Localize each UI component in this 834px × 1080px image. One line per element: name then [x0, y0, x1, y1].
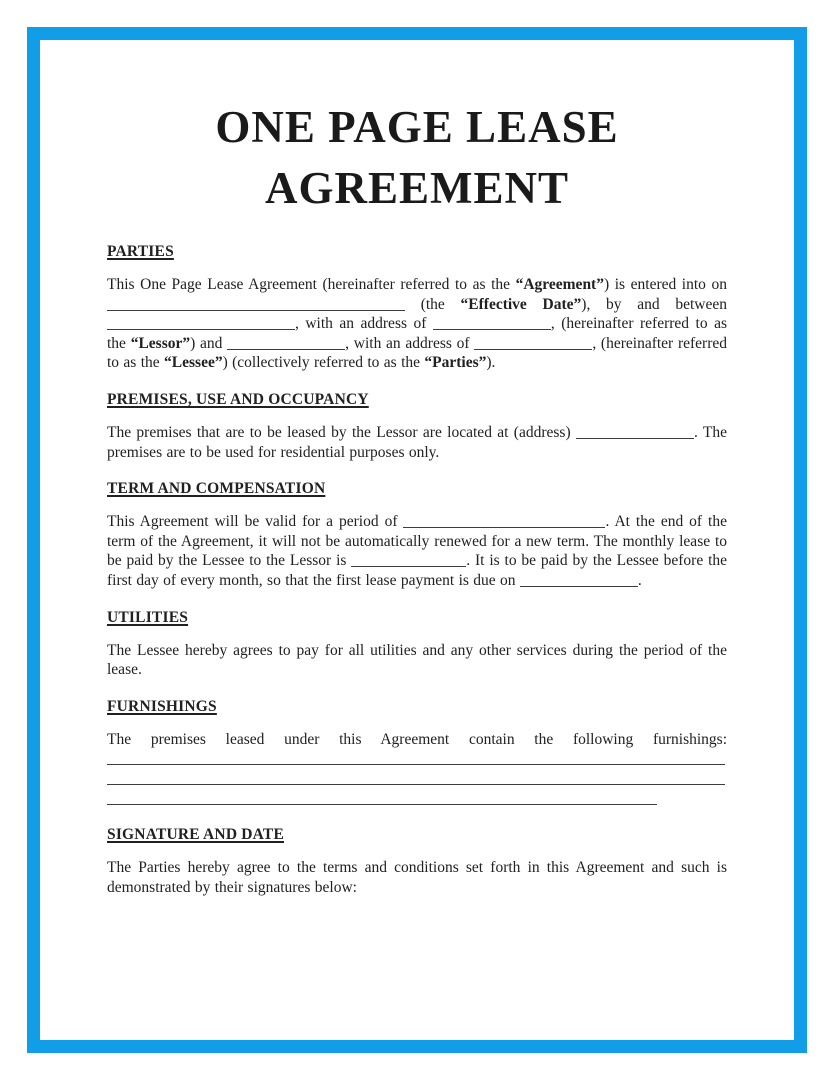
body-text: ), by and between: [581, 295, 727, 313]
body-text: This Agreement will be valid for a period of: [107, 513, 404, 531]
section-parties: [107, 243, 727, 373]
blank-fill-line: [351, 555, 466, 567]
section-premises-use-occupancy: [107, 391, 727, 462]
body-text: ) is entered into on: [603, 276, 727, 293]
body-text: The Lessee hereby agrees to pay for all utilities and any other services during the period of the lease.: [107, 641, 727, 679]
section-heading: PREMISES, USE AND OCCUPANCY: [107, 390, 369, 408]
document-title: [107, 97, 727, 219]
title-line-1: ONE PAGE LEASE: [215, 102, 619, 152]
paragraph: [107, 641, 727, 680]
section-signature-and-date: [107, 826, 727, 897]
paragraph: [107, 512, 727, 590]
paragraph: [107, 730, 727, 808]
blank-fill-line: [433, 318, 551, 330]
body-text: ) (collectively referred to as the: [222, 354, 425, 372]
body-text: (the: [405, 295, 461, 313]
blank-fill-line: [107, 318, 295, 330]
paragraph: [107, 858, 727, 897]
section-heading: UTILITIES: [107, 608, 189, 626]
body-text: This One Page Lease Agreement (hereinafter referred to as the: [107, 276, 516, 293]
body-text: The premises that are to be leased by the Lessor are located at (address): [107, 423, 576, 441]
blank-fill-line: [107, 773, 725, 785]
body-text: , with an address of: [295, 315, 433, 333]
blank-fill-line: [474, 338, 592, 350]
defined-term: “Lessor”: [130, 334, 191, 352]
body-text: .: [637, 571, 642, 589]
section-utilities: [107, 609, 727, 680]
section-heading: TERM AND COMPENSATION: [107, 480, 326, 498]
body-text: , (hereinafter referred to as the: [107, 315, 727, 352]
defined-term: “Effective Date”: [460, 295, 582, 313]
section-term-and-compensation: [107, 480, 727, 590]
blank-fill-line: [107, 753, 725, 765]
body-text: , with an address of: [345, 334, 475, 352]
document-content: [107, 0, 727, 897]
body-text: The premises leased under this Agreement contain the following furnishings:: [107, 730, 727, 748]
blank-fill-line: [227, 338, 345, 350]
defined-term: “Parties”: [424, 354, 487, 372]
defined-term: “Lessee”: [164, 354, 223, 372]
blank-fill-line: [403, 516, 605, 528]
section-heading: FURNISHINGS: [107, 697, 217, 715]
sections: [107, 243, 727, 897]
body-text: The Parties hereby agree to the terms and conditions set forth in this Agreement and such is demonstrated by their signatures below:: [107, 859, 727, 896]
body-text: . At the end of the term of the Agreement, it will not be automatically renewed for a new term. The monthly lease to be paid by the Lessee to the Lessor is: [107, 513, 727, 570]
section-heading: SIGNATURE AND DATE: [107, 826, 284, 844]
body-text: , (hereinafter referred to as the: [107, 334, 727, 372]
blank-fill-line: [107, 299, 405, 311]
blank-fill-line: [107, 793, 657, 805]
body-text: ).: [486, 354, 496, 372]
blank-fill-line: [576, 427, 694, 439]
section-heading: PARTIES: [107, 243, 174, 260]
paragraph: [107, 423, 727, 462]
defined-term: “Agreement”: [515, 276, 604, 293]
paragraph: [107, 275, 727, 373]
body-text: . The premises are to be used for residential purposes only.: [107, 423, 727, 461]
blank-fill-line: [520, 575, 638, 587]
body-text: . It is to be paid by the Lessee before the first day of every month, so that the first lease payment is due on: [107, 552, 728, 589]
section-furnishings: [107, 698, 727, 808]
title-line-2: AGREEMENT: [264, 163, 570, 213]
body-text: ) and: [190, 334, 228, 352]
